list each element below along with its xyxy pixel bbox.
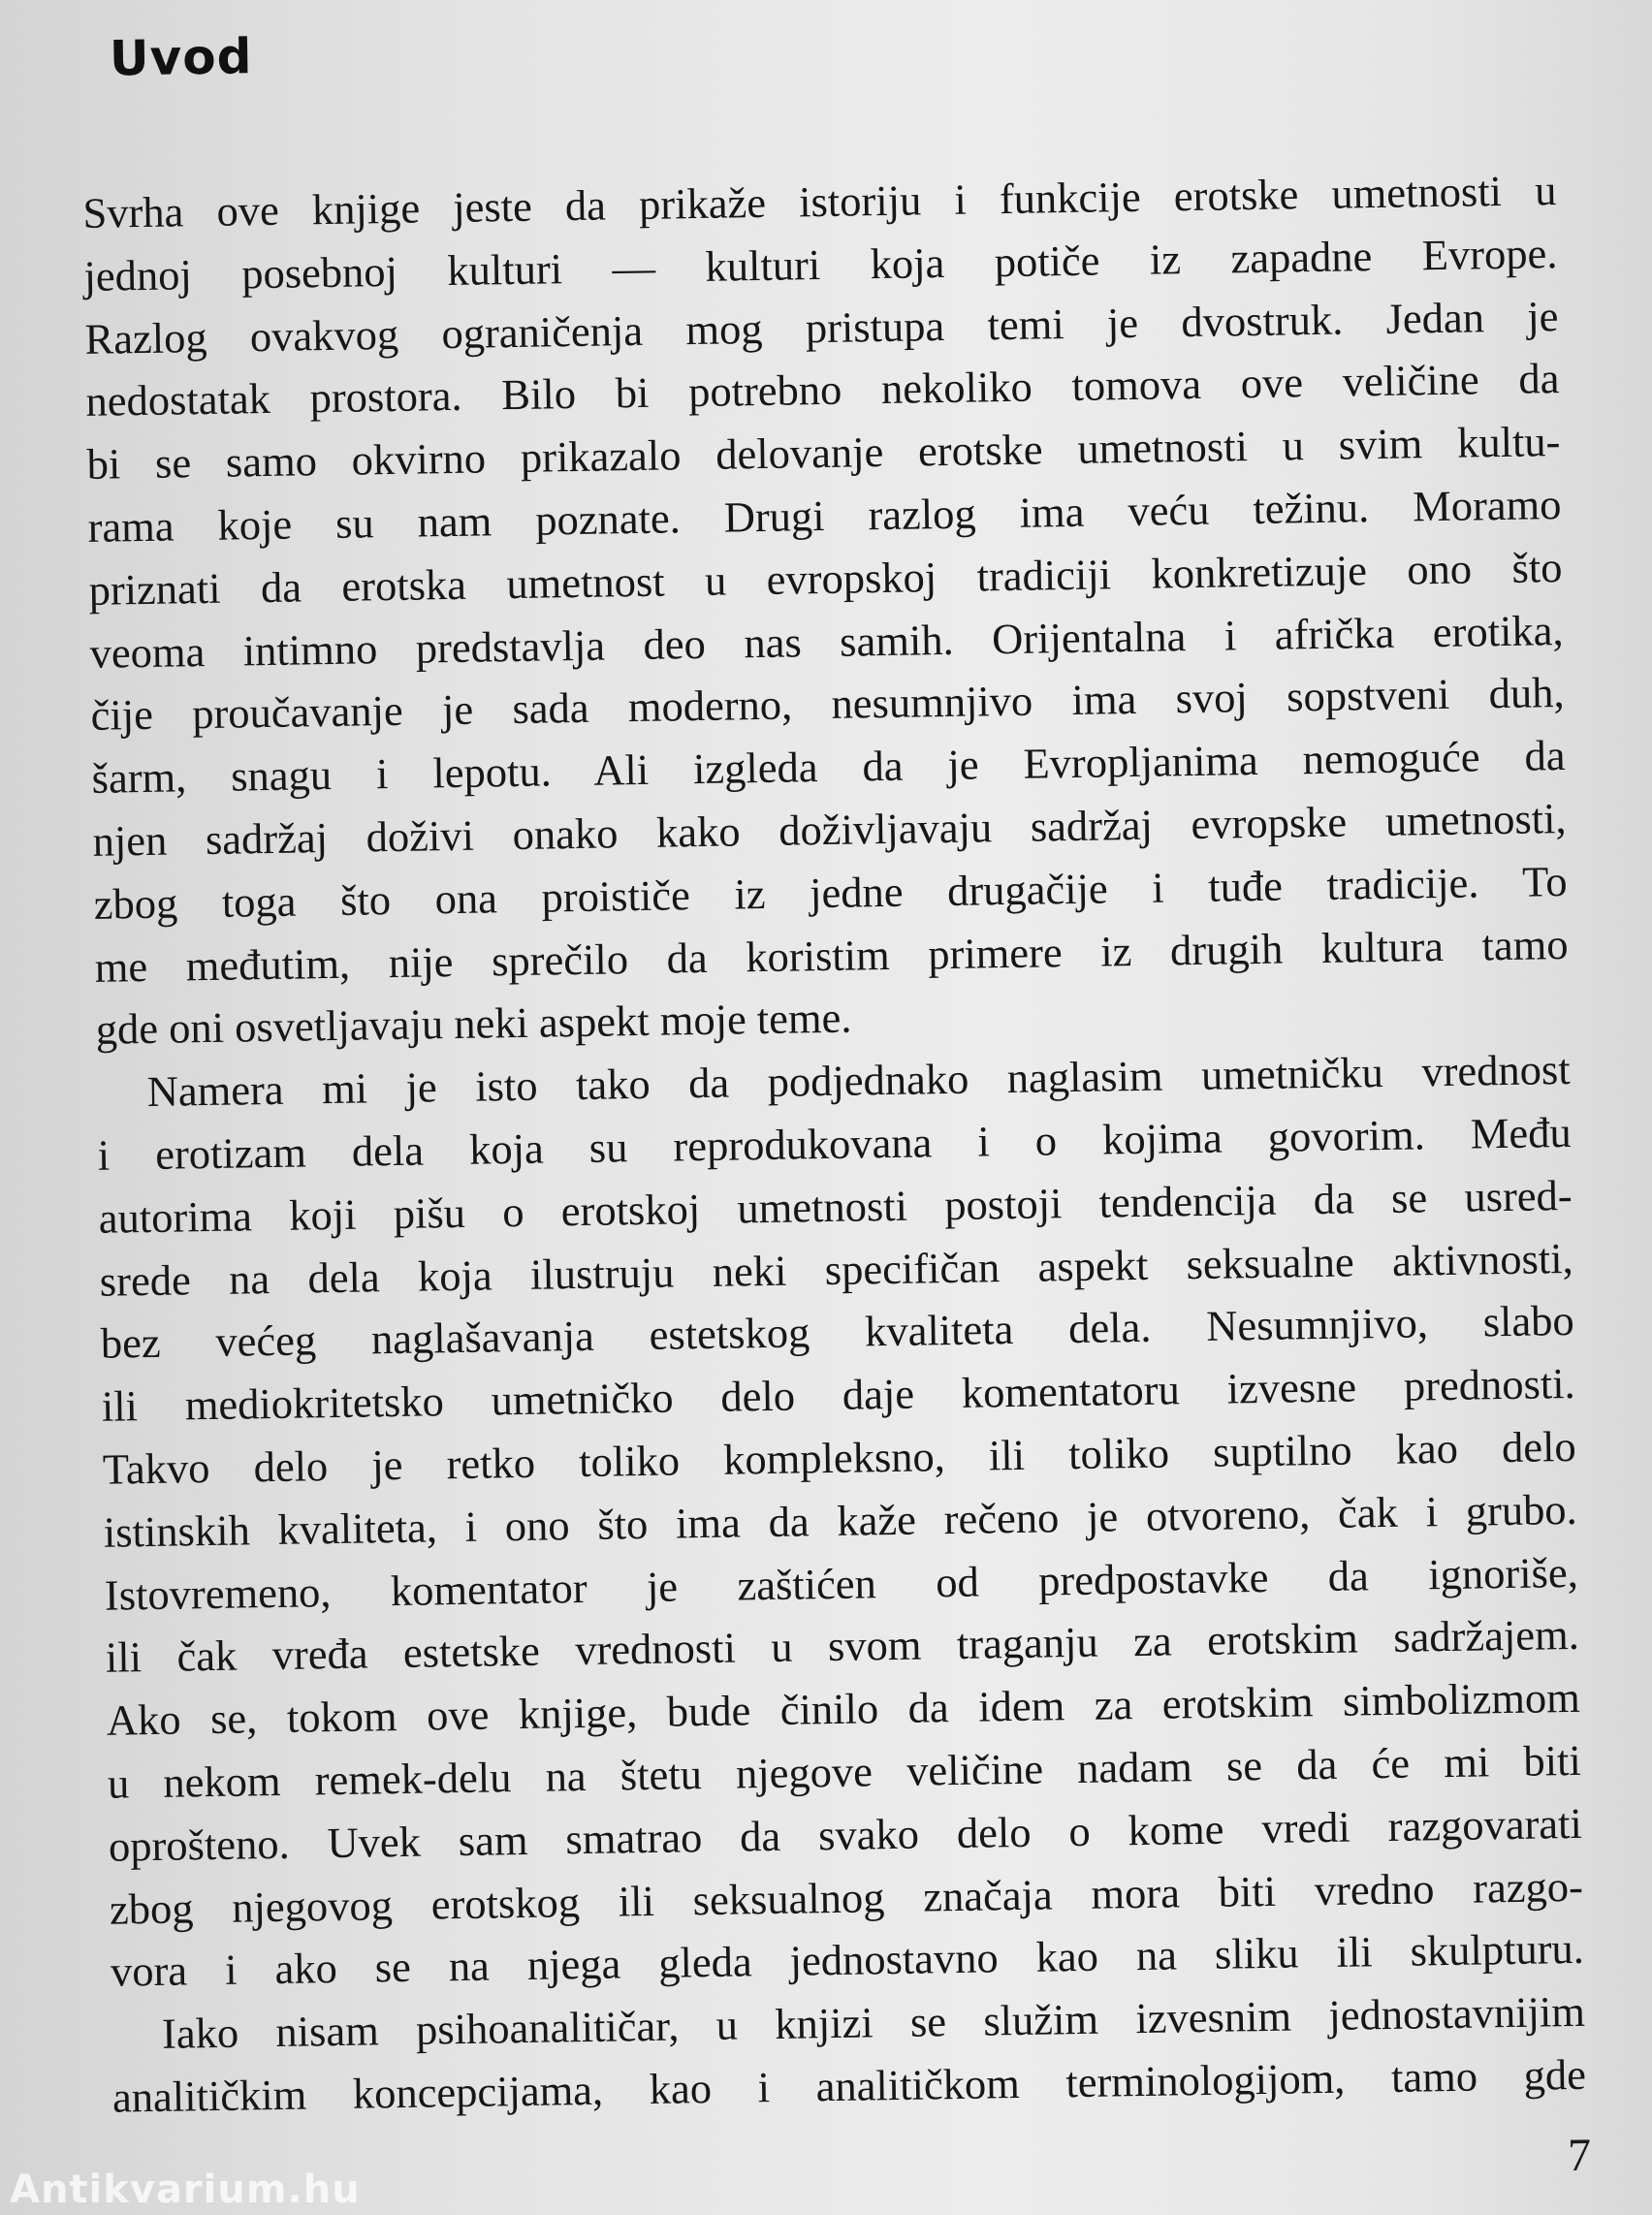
text-line: nedostatak prostora. Bilo bi potrebno nekoliko tomova ove veličine da <box>85 354 1560 427</box>
text-line: analitičkim koncepcijama, kao i analitičkom terminologijom, tamo gde <box>111 2049 1587 2122</box>
text-line: Svrha ove knjige jeste da prikaže istoriju i funkcije erotske umetnosti u <box>82 166 1557 237</box>
chapter-heading: Uvod <box>109 28 253 87</box>
text-line: bez većeg naglašavanja estetskog kvaliteta dela. Nesumnjivo, slabo <box>100 1296 1575 1369</box>
text-line: istinskih kvaliteta, i ono što ima da kaže rečeno je otvoreno, čak i grubo. <box>103 1484 1578 1557</box>
text-line: rama koje su nam poznate. Drugi razlog ima veću težinu. Moramo <box>87 479 1562 552</box>
page-number: 7 <box>1567 2129 1592 2182</box>
text-line: srede na dela koja ilustruju neki specifičan aspekt seksualne aktivnosti, <box>99 1233 1574 1306</box>
watermark: Antikvarium.hu <box>10 2168 361 2212</box>
text-line: gde oni osvetljavaju neki aspekt moje teme. <box>95 993 852 1055</box>
text-line: jednoj posebnoj kulturi — kulturi koja potiče iz zapadne Evrope. <box>83 228 1558 301</box>
text-line: me međutim, nije sprečilo da koristim primere iz drugih kultura tamo <box>94 919 1569 992</box>
text-line: veoma intimno predstavlja deo nas samih. Orijentalna i afrička erotika, <box>89 605 1564 678</box>
text-line: Razlog ovakvog ograničenja mog pristupa temi je dvostruk. Jedan je <box>84 291 1559 364</box>
text-line: u nekom remek-delu na štetu njegove veličine nadam se da će mi biti <box>107 1735 1582 1808</box>
text-line: priznati da erotska umetnost u evropskoj tradiciji konkretizuje ono što <box>88 542 1563 615</box>
text-line: i erotizam dela koja su reprodukovana i o kojima govorim. Među <box>97 1107 1572 1180</box>
text-line: Istovremeno, komentator je zaštićen od predpostavke da ignoriše, <box>104 1547 1579 1620</box>
text-line: autorima koji pišu o erotskoj umetnosti postoji tendencija da se usred- <box>98 1170 1573 1243</box>
text-line: bi se samo okvirno prikazalo delovanje erotske umetnosti u svim kultu- <box>86 417 1561 490</box>
body-text <box>82 159 1586 2129</box>
text-line: zbog toga što ona proističe iz jedne drugačije i tuđe tradicije. To <box>93 856 1568 929</box>
text-line: Iako nisam psihoanalitičar, u knjizi se služim izvesnim jednostavnijim <box>161 1986 1586 2058</box>
text-line: šarm, snagu i lepotu. Ali izgleda da je Evropljanima nemoguće da <box>91 731 1566 804</box>
text-line: Namera mi je isto tako da podjednako naglasim umetničku vrednost <box>146 1045 1571 1117</box>
paragraph-2 <box>96 1038 1584 2004</box>
text-line: Ako se, tokom ove knjige, bude činilo da idem za erotskim simbolizmom <box>106 1672 1581 1745</box>
text-line: ili čak vređa estetske vrednosti u svom traganju za erotskim sadržajem. <box>105 1610 1580 1683</box>
text-line: vora i ako se na njega gleda jednostavno kao na sliku ili skulpturu. <box>110 1924 1585 1997</box>
text-line: čije proučavanje je sada moderno, nesumnjivo ima svoj sopstveni duh, <box>90 668 1565 741</box>
text-line: oprošteno. Uvek sam smatrao da svako delo o kome vredi razgovarati <box>108 1798 1583 1871</box>
text-line: njen sadržaj doživi onako kako doživljavaju sadržaj evropske umetnosti, <box>92 793 1567 866</box>
text-line: zbog njegovog erotskog ili seksualnog značaja mora biti vredno razgo- <box>109 1861 1584 1934</box>
text-line: Takvo delo je retko toliko kompleksno, ili toliko suptilno kao delo <box>102 1421 1577 1494</box>
paragraph-3 <box>111 1980 1587 2129</box>
text-line: ili mediokritetsko umetničko delo daje komentatoru izvesne prednosti. <box>101 1359 1576 1431</box>
paragraph-1 <box>82 159 1570 1061</box>
